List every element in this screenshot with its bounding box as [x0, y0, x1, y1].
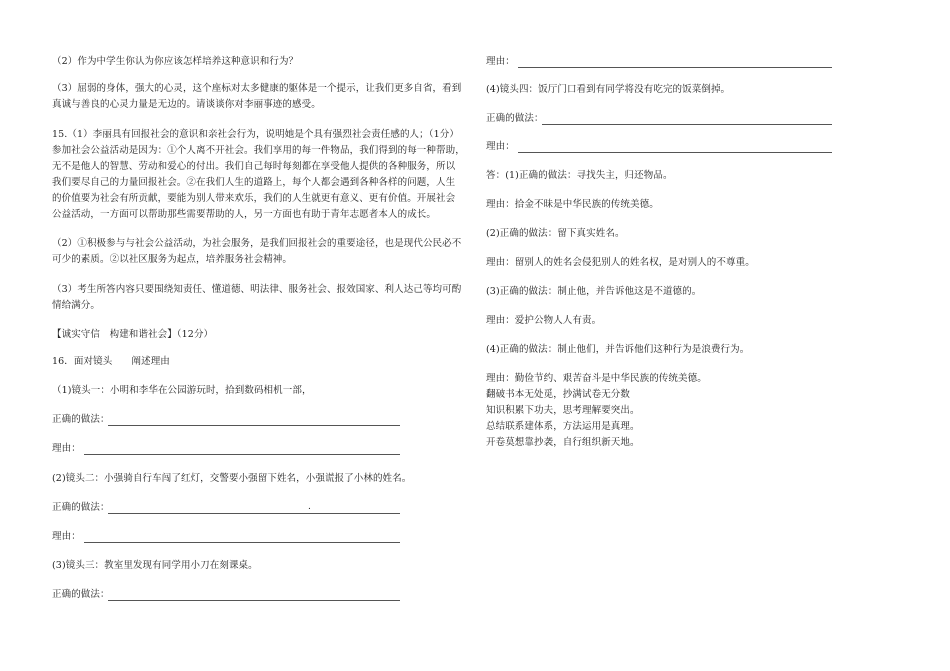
section-title: 【诚实守信 构建和谐社会】（12分）	[52, 329, 214, 340]
answer-15-1-line-3: 无不是他人的智慧、劳动和爱心的付出。我们自己每时每刻都在享受他人提供的各种服务，所以	[52, 161, 456, 172]
question-14-part-2: （2）作为中学生你认为你应该怎样培养这种意识和行为？	[52, 56, 299, 67]
answer-16-1-reason: 理由：拾金不昧是中华民族的传统美德。	[486, 199, 659, 210]
answer-16-4-correct: (4)正确的做法：制止他们，并告诉他们这种行为是浪费行为。	[486, 344, 750, 355]
scene-2-reason-label: 理由：	[52, 531, 81, 542]
scene-3-reason-label: 理由：	[486, 56, 515, 67]
answer-15-2-line-2: 可少的素质。②以社区服务为起点，培养服务社会精神。	[52, 254, 293, 265]
answer-15-1-line-5: 的价值要为社会有所贡献，要能为别人带来欢乐，我们的人生就更有意义、更有价值。开展社会	[52, 193, 456, 204]
verse-line-2: 知识积累下功夫，思考理解要突出。	[486, 405, 640, 416]
answer-15-1-line-6: 公益活动，一方面可以帮助那些需要帮助的人，另一方面也有助于青年志愿者本人的成长。	[52, 209, 437, 220]
scene-2-text: (2)镜头二：小强骑自行车闯了红灯，交警要小强留下姓名，小强谎报了小林的姓名。	[52, 473, 412, 484]
scene-2-reason-answer-line[interactable]	[84, 542, 400, 543]
answer-15-3-line-2: 情给满分。	[52, 300, 101, 311]
stray-dot-mark: .	[308, 502, 311, 512]
scene-1-correct-label: 正确的做法：	[52, 414, 110, 425]
answer-15-1-line-2: 参加社会公益活动是因为：①个人离不开社会。我们享用的每一件物品，我们得到的每一种帮助，	[52, 145, 465, 156]
verse-line-3: 总结联系建体系，方法运用是真理。	[486, 421, 640, 432]
scene-4-text: (4)镜头四：饭厅门口看到有同学将没有吃完的饭菜倒掉。	[486, 84, 731, 95]
question-14-part-3-line-1: （3）屈弱的身体，强大的心灵，这个座标对太多健康的躯体是一个提示，让我们更多自省，看到	[52, 83, 462, 94]
scene-1-reason-label: 理由：	[52, 443, 81, 454]
scene-1-correct-answer-line[interactable]	[108, 425, 400, 426]
answer-15-1-line-1: 15.（1）李丽具有回报社会的意识和亲社会行为，说明她是个具有强烈社会责任感的人；（1分）	[52, 129, 459, 140]
answer-16-3-reason: 理由：爱护公物人人有责。	[486, 315, 602, 326]
answer-15-3-line-1: （3）考生所答内容只要围绕知责任、懂道德、明法律、服务社会、报效国家、利人达己等均可酌	[52, 284, 462, 295]
scene-4-correct-label: 正确的做法：	[486, 113, 544, 124]
question-16-title: 16．面对镜头 阐述理由	[52, 356, 170, 367]
scene-3-correct-label: 正确的做法：	[52, 589, 110, 600]
scene-4-reason-answer-line[interactable]	[518, 152, 832, 153]
scene-1-text: （1)镜头一：小明和李华在公园游玩时，拾到数码相机一部，	[52, 385, 312, 396]
question-14-part-3-line-2: 真诚与善良的心灵力量是无边的。请谈谈你对李丽事迹的感受。	[52, 99, 321, 110]
verse-line-1: 翻破书本无处觅，抄满试卷无分数	[486, 389, 631, 400]
scene-3-text: (3)镜头三：教室里发现有同学用小刀在刻课桌。	[52, 560, 258, 571]
answer-15-2-line-1: （2）①积极参与与社会公益活动，为社会服务，是我们回报社会的重要途径，也是现代公民必不	[52, 238, 462, 249]
scene-3-correct-answer-line[interactable]	[108, 600, 400, 601]
answer-16-3-correct: (3)正确的做法：制止他，并告诉他这是不道德的。	[486, 286, 702, 297]
scene-2-correct-answer-line[interactable]	[108, 513, 400, 514]
answer-16-2-correct: (2)正确的做法：留下真实姓名。	[486, 228, 625, 239]
answer-16-1-correct: 答：(1)正确的做法：寻找失主，归还物品。	[486, 170, 673, 181]
verse-line-4: 开卷莫想靠抄袭，自行组织新天地。	[486, 437, 640, 448]
scene-3-reason-answer-line[interactable]	[518, 67, 832, 68]
scene-4-correct-answer-line[interactable]	[542, 124, 832, 125]
scene-4-reason-label: 理由：	[486, 141, 515, 152]
answer-15-1-line-4: 我们要尽自己的力量回报社会。②在我们人生的道路上，每个人都会遇到各种各样的问题，人生	[52, 177, 456, 188]
scene-1-reason-answer-line[interactable]	[84, 454, 400, 455]
answer-16-4-reason: 理由：勤俭节约、艰苦奋斗是中华民族的传统美德。	[486, 373, 707, 384]
answer-16-2-reason: 理由：留别人的姓名会侵犯别人的姓名权，是对别人的不尊重。	[486, 257, 755, 268]
scene-2-correct-label: 正确的做法：	[52, 502, 110, 513]
